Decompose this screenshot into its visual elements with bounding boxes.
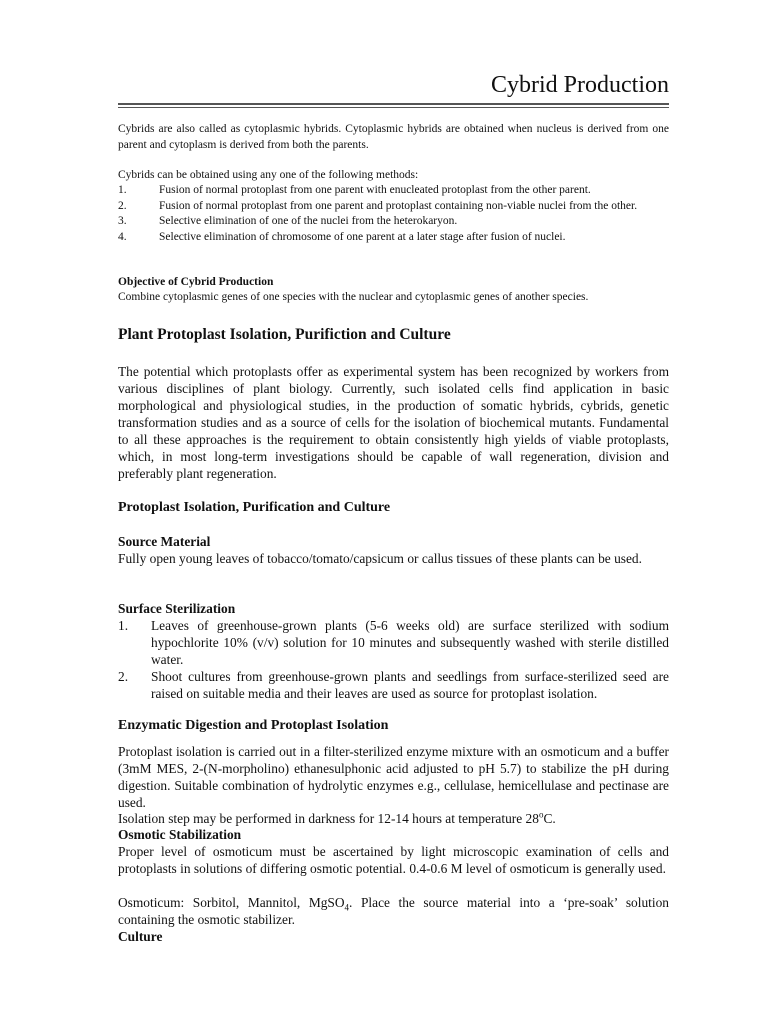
cybrid-intro: Cybrids are also called as cytoplasmic hybrids. Cytoplasmic hybrids are obtained when nucleus is derived from one parent and cytoplasm is derived from both the parents. [118,123,669,151]
list-item [118,668,669,702]
degree-superscript: o [538,809,544,820]
osmotic-stabilization-heading: Osmotic Stabilization [118,827,242,842]
list-item-text: Shoot cultures from greenhouse-grown plants and seedlings from surface-sterilized seed are raised on suitable media and their leaves are used as source for protoplast isolation. [151,669,669,701]
section-heading-protoplast-isolation: Protoplast Isolation, Purification and Culture [118,500,391,515]
objective-heading: Objective of Cybrid Production [118,276,274,288]
list-item-number: 1. [118,184,127,196]
section1-paragraph: The potential which protoplasts offer as experimental system has been recognized by workers from various disciplines of plant biology. Currently, such isolated cells find application in basic morphological and physiological studies, in the production of somatic hybrids, cybrids, genetic transformation studies and as a source of cells for the isolation of biochemical mutants. Fundamental to all these approaches is the requirement to obtain consistently high yields of viable protoplasts, which, in most long-term investigations should be capable of wall regeneration, division and preferably plant regeneration. [118,364,669,481]
surface-sterilization-heading: Surface Sterilization [118,601,236,616]
list-item-number: 2. [118,199,127,212]
list-item-text: Leaves of greenhouse-grown plants (5-6 weeks old) are surface sterilized with sodium hypochlorite 10% (v/v) solution for 10 minutes and subsequently washed with sterile distilled water. [151,618,669,667]
source-material-text: Fully open young leaves of tobacco/tomato/capsicum or callus tissues of these plants can be used. [118,551,642,566]
header-rule-thin [118,107,669,108]
isolation-step-text [118,810,669,827]
culture-heading: Culture [118,929,163,944]
osmoticum-suffix: . Place the source material into a ‘pre-soak’ solution containing the osmotic stabilizer. [118,895,669,927]
list-item-text: Selective elimination of chromosome of one parent at a later stage after fusion of nuclei. [159,230,566,243]
osmotic-stabilization-text: Proper level of osmoticum must be ascertained by light microscopic examination of cells and protoplasts in solutions of differing osmotic potential. 0.4-0.6 M level of osmoticum is generally used. [118,844,669,876]
osmoticum-text [118,894,669,928]
objective-text: Combine cytoplasmic genes of one species with the nuclear and cytoplasmic genes of another species. [118,291,589,303]
chemical-subscript: 4 [344,902,350,913]
list-item-text: Fusion of normal protoplast from one parent and protoplast containing non-viable nuclei from the other. [159,199,638,212]
list-item-number: 3. [118,215,127,227]
list-item [118,199,669,215]
temperature-unit: C. [543,811,556,826]
list-item-number: 2. [118,669,129,684]
list-item-number: 1. [118,618,129,633]
page-title: Cybrid Production [491,72,669,98]
list-item [118,183,669,199]
section-heading-plant-protoplast: Plant Protoplast Isolation, Purifiction and Culture [118,326,451,343]
isolation-step-body: Isolation step may be performed in darkness for 12-14 hours at temperature 28 [118,811,539,826]
methods-list [118,183,669,245]
list-item [118,617,669,668]
source-material-heading: Source Material [118,534,211,549]
list-item-number: 4. [118,230,127,243]
list-item-text: Fusion of normal protoplast from one parent with enucleated protoplast from the other parent. [159,184,591,196]
sterilization-steps-list [118,617,669,702]
list-item-text: Selective elimination of one of the nuclei from the heterokaryon. [159,215,458,227]
methods-intro: Cybrids can be obtained using any one of the following methods: [118,169,419,181]
list-item [118,230,669,246]
enzymatic-digestion-text: Protoplast isolation is carried out in a filter-sterilized enzyme mixture with an osmoticum and a buffer (3mM MES, 2-(N-morpholino) ethanesulphonic acid adjusted to pH 5.7) to stabilize the pH during digestion. Suitable combination of hydrolytic enzymes e.g., cellulase, hemicellulase and pectinase are used. [118,744,669,810]
header-rule-thick [118,103,669,105]
osmoticum-prefix: Osmoticum: Sorbitol, Mannitol, MgSO [118,895,345,910]
list-item [118,214,669,230]
enzymatic-digestion-heading: Enzymatic Digestion and Protoplast Isolation [118,718,389,733]
